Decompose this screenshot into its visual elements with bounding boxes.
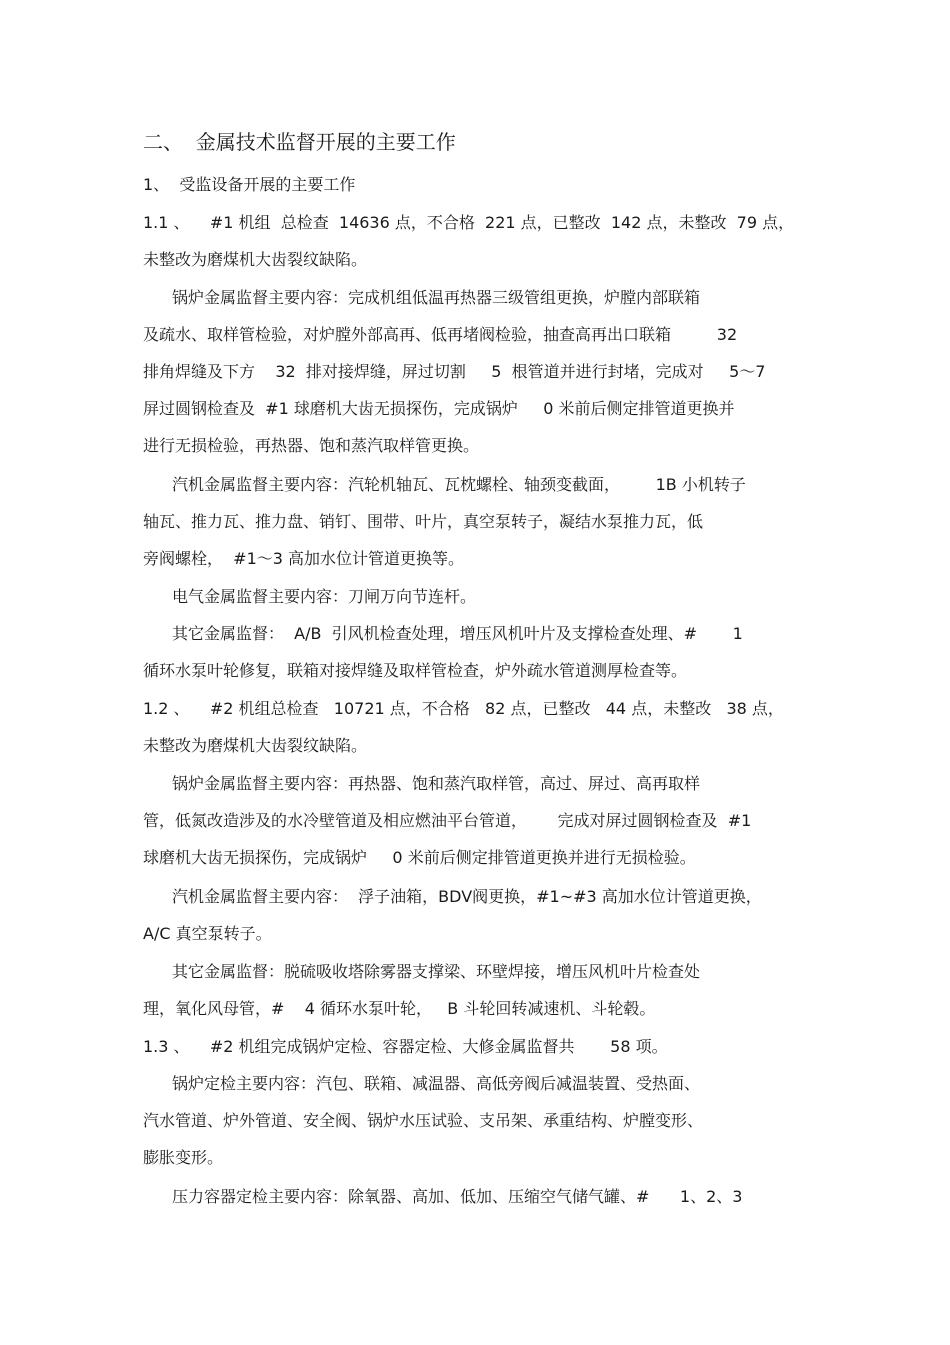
- paragraph-line: 未整改为磨煤机大齿裂纹缺陷。: [143, 250, 368, 269]
- paragraph-line: 锅炉定检主要内容：汽包、联箱、减温器、高低旁阀后减温装置、受热面、: [172, 1074, 701, 1093]
- paragraph-line: 排角焊缝及下方 32 排对接焊缝，屏过切割 5 根管道并进行封堵，完成对 5～7: [143, 362, 766, 381]
- paragraph-line: 循环水泵叶轮修复，联箱对接焊缝及取样管检查，炉外疏水管道测厚检查等。: [143, 661, 688, 680]
- paragraph-line: 屏过圆钢检查及 #1 球磨机大齿无损探伤，完成锅炉 0 米前后侧定排管道更换并: [143, 399, 735, 418]
- paragraph-line: A/C 真空泵转子。: [143, 924, 272, 943]
- paragraph-line: 旁阀螺栓， #1～3 高加水位计管道更换等。: [143, 549, 465, 568]
- paragraph-line: 进行无损检验，再热器、饱和蒸汽取样管更换。: [143, 436, 480, 455]
- section-title: 二、 金属技术监督开展的主要工作: [143, 130, 456, 154]
- item-1-2-summary: 1.2 、 #2 机组总检查 10721 点，不合格 82 点，已整改 44 点，未整改 38 点，: [143, 699, 784, 718]
- paragraph-line: 理，氧化风母管，# 4 循环水泵叶轮， B 斗轮回转减速机、斗轮毂。: [143, 999, 656, 1018]
- paragraph-line: 电气金属监督主要内容：刀闸万向节连杆。: [172, 587, 477, 606]
- paragraph-line: 膨胀变形。: [143, 1148, 224, 1167]
- paragraph-line: 及疏水、取样管检验，对炉膛外部高再、低再堵阀检验，抽查高再出口联箱 32: [143, 325, 738, 344]
- paragraph-line: 未整改为磨煤机大齿裂纹缺陷。: [143, 736, 368, 755]
- paragraph-line: 其它金属监督： A/B 引风机检查处理，增压风机叶片及支撑检查处理、# 1: [172, 624, 743, 643]
- paragraph-line: 汽机金属监督主要内容： 浮子油箱，BDV阀更换，#1~#3 高加水位计管道更换，: [172, 887, 762, 906]
- paragraph-line: 汽水管道、炉外管道、安全阀、锅炉水压试验、支吊架、承重结构、炉膛变形、: [143, 1111, 704, 1130]
- item-1-3-summary: 1.3 、 #2 机组完成锅炉定检、容器定检、大修金属监督共 58 项。: [143, 1037, 668, 1056]
- paragraph-line: 锅炉金属监督主要内容：完成机组低温再热器三级管组更换，炉膛内部联箱: [172, 288, 701, 307]
- item-1-1-summary: 1.1 、 #1 机组 总检查 14636 点，不合格 221 点，已整改 142 点，未整改 79 点，: [143, 213, 795, 232]
- paragraph-line: 汽机金属监督主要内容：汽轮机轴瓦、瓦枕螺栓、轴颈变截面， 1B 小机转子: [172, 475, 746, 494]
- paragraph-line: 压力容器定检主要内容：除氧器、高加、低加、压缩空气储气罐、# 1、2、3: [172, 1187, 743, 1206]
- paragraph-line: 锅炉金属监督主要内容：再热器、饱和蒸汽取样管，高过、屏过、高再取样: [172, 774, 701, 793]
- subsection-heading: 1、 受监设备开展的主要工作: [143, 175, 356, 194]
- paragraph-line: 轴瓦、推力瓦、推力盘、销钉、围带、叶片，真空泵转子，凝结水泵推力瓦，低: [143, 512, 704, 531]
- paragraph-line: 球磨机大齿无损探伤，完成锅炉 0 米前后侧定排管道更换并进行无损检验。: [143, 848, 696, 867]
- paragraph-line: 其它金属监督：脱硫吸收塔除雾器支撑梁、环壁焊接，增压风机叶片检查处: [172, 962, 701, 981]
- paragraph-line: 管，低氮改造涉及的水冷壁管道及相应燃油平台管道， 完成对屏过圆钢检查及 #1: [143, 811, 752, 830]
